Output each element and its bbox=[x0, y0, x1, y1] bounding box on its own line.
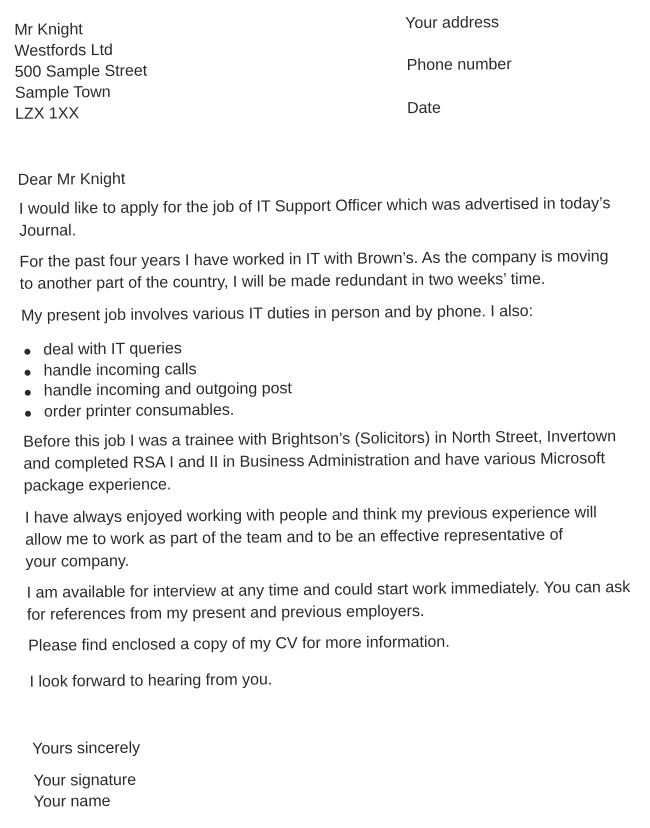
letter-date: Date bbox=[406, 99, 441, 118]
paragraph-line: Please find enclosed a copy of my CV for more information. bbox=[28, 633, 450, 655]
closing: Yours sincerely bbox=[32, 739, 141, 758]
paragraph-line: allow me to work as part of the team and to be an effective representative of bbox=[25, 526, 564, 549]
paragraph-line: and completed RSA I and II in Business Administration and have various Microsoft bbox=[23, 450, 606, 473]
sender-phone: Phone number bbox=[406, 56, 512, 75]
paragraph-line: Journal. bbox=[19, 222, 77, 240]
recipient-street: 500 Sample Street bbox=[14, 62, 148, 81]
paragraph-previous-job bbox=[23, 426, 616, 498]
paragraph-duties-intro bbox=[21, 301, 533, 328]
bullet-icon bbox=[25, 410, 31, 416]
paragraph-cv bbox=[28, 632, 450, 658]
list-item-text: handle incoming calls bbox=[43, 360, 197, 380]
paragraph-line: Before this job I was a trainee with Brightson’s (Solicitors) in North Street, Invertown bbox=[23, 428, 617, 451]
paragraph-line: I look forward to hearing from you. bbox=[29, 671, 273, 691]
recipient-town: Sample Town bbox=[14, 83, 111, 102]
list-item-text: order printer consumables. bbox=[43, 401, 235, 421]
recipient-postcode: LZX 1XX bbox=[15, 105, 80, 123]
sender-address: Your address bbox=[405, 14, 500, 33]
bullet-icon bbox=[24, 349, 30, 355]
paragraph-application bbox=[19, 193, 611, 243]
duties-list bbox=[21, 338, 292, 423]
list-item-text: deal with IT queries bbox=[43, 340, 182, 359]
list-item bbox=[21, 338, 291, 361]
paragraph-line: I would like to apply for the job of IT Support Officer which was advertised in today’s bbox=[18, 195, 611, 218]
paragraph-line: My present job involves various IT duties in person and by phone. I also: bbox=[20, 302, 534, 325]
paragraph-line: for references from my present and previous employers. bbox=[26, 602, 425, 624]
paragraph-teamwork bbox=[25, 502, 597, 573]
list-item bbox=[22, 400, 292, 423]
bullet-icon bbox=[25, 390, 31, 396]
recipient-name: Mr Knight bbox=[14, 21, 83, 39]
list-item bbox=[21, 359, 291, 382]
list-item bbox=[22, 379, 292, 402]
paragraph-line: your company. bbox=[25, 552, 130, 571]
paragraph-line: For the past four years I have worked in IT with Brown’s. As the company is moving bbox=[19, 248, 609, 271]
paragraph-line: to another part of the country, I will be made redundant in two weeks’ time. bbox=[19, 270, 546, 293]
paragraph-availability bbox=[27, 577, 631, 627]
paragraph-current-role bbox=[19, 246, 608, 296]
signature-name: Your name bbox=[33, 792, 111, 811]
paragraph-line: I am available for interview at any time and could start work immediately. You can ask bbox=[26, 578, 631, 602]
signature: Your signature bbox=[33, 771, 137, 790]
paragraph-closing-remark bbox=[29, 669, 272, 693]
list-item-text: handle incoming and outgoing post bbox=[43, 380, 293, 400]
salutation: Dear Mr Knight bbox=[17, 170, 126, 189]
paragraph-line: I have always enjoyed working with people and think my previous experience will bbox=[24, 504, 597, 527]
paragraph-line: package experience. bbox=[23, 476, 172, 495]
bullet-icon bbox=[25, 369, 31, 375]
recipient-company: Westfords Ltd bbox=[14, 41, 113, 60]
